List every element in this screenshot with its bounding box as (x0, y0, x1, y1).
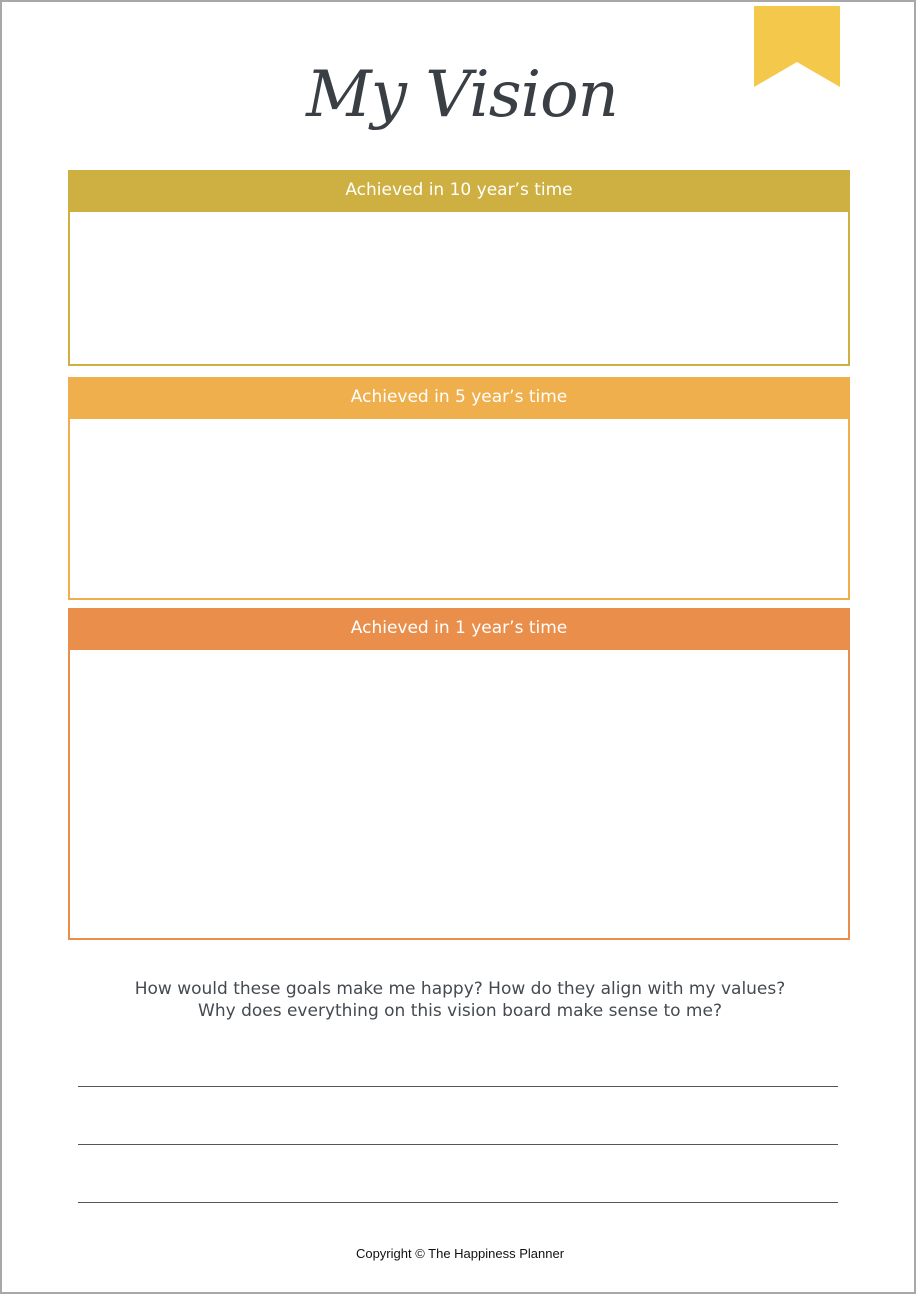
question-line-2: Why does everything on this vision board make sense to me? (198, 1001, 722, 1021)
reflection-question (62, 978, 858, 1022)
box-header-1-year: Achieved in 1 year’s time (68, 608, 850, 650)
writing-line[interactable] (78, 1086, 838, 1087)
box-header-5-years: Achieved in 5 year’s time (68, 377, 850, 419)
vision-box-5-years[interactable] (68, 377, 850, 600)
writing-line[interactable] (78, 1144, 838, 1145)
copyright-footer: Copyright © The Happiness Planner (355, 1246, 565, 1261)
svg-text:My Vision: My Vision (306, 58, 618, 132)
box-header-10-years: Achieved in 10 year’s time (68, 170, 850, 212)
page-title (306, 38, 618, 148)
vision-box-10-years[interactable] (68, 170, 850, 366)
writing-line[interactable] (78, 1202, 838, 1203)
bookmark-ribbon-icon (754, 6, 840, 87)
question-line-1: How would these goals make me happy? How do they align with my values? (134, 979, 786, 999)
vision-box-1-year[interactable] (68, 608, 850, 940)
